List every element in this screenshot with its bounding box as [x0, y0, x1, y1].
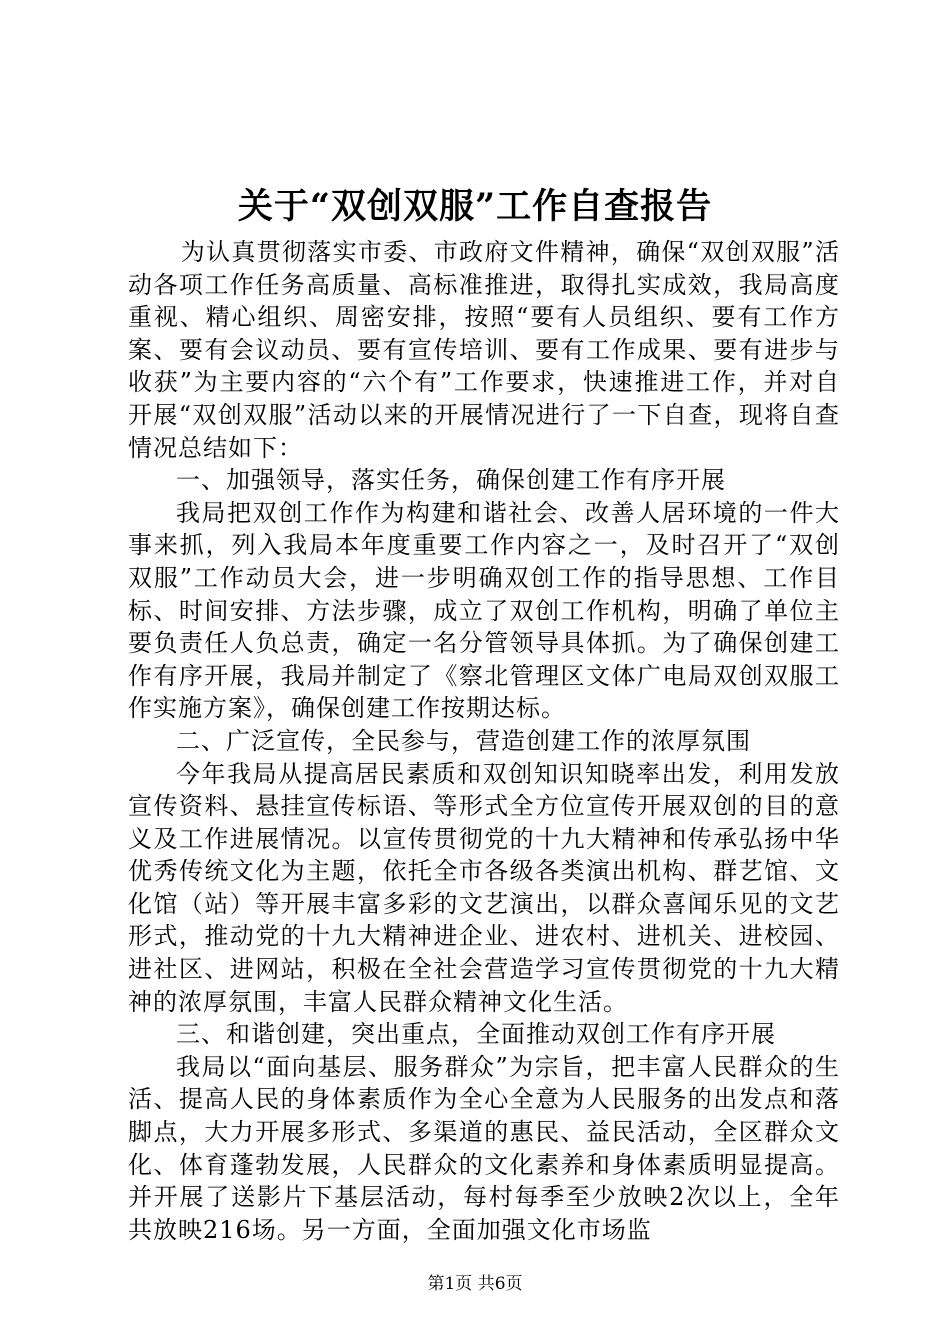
section-2-paragraph: 今年我局从提高居民素质和双创知识知晓率出发，利用发放宣传资料、悬挂宣传标语、等形式全方位宣传开展双创的目的意义及工作进展情况。以宣传贯彻党的十九大精神和传承弘扬中华优秀传统文化为主题，依托全市各级各类演出机构、群艺馆、文化馆（站）等开展丰富多彩的文艺演出，以群众喜闻乐见的文艺形式，推动党的十九大精神进企业、进农村、进机关、进校园、进社区、进网站，积极在全社会营造学习宣传贯彻党的十九大精神的浓厚氛围，丰富人民群众精神文化生活。: [128, 759, 840, 1016]
intro-paragraph: 为认真贯彻落实市委、市政府文件精神，确保“双创双服”活动各项工作任务高质量、高标准推进，取得扎实成效，我局高度重视、精心组织、周密安排，按照“要有人员组织、要有工作方案、要有会议动员、要有宣传培训、要有工作成果、要有进步与收获”为主要内容的“六个有”工作要求，快速推进工作，并对自开展“双创双服”活动以来的开展情况进行了一下自查，现将自查情况总结如下：: [128, 238, 840, 462]
section-heading-3: 三、和谐创建，突出重点，全面推动双创工作有序开展: [176, 1020, 776, 1049]
section-1-paragraph: 我局把双创工作作为构建和谐社会、改善人居环境的一件大事来抓，列入我局本年度重要工作内容之一，及时召开了“双创双服”工作动员大会，进一步明确双创工作的指导思想、工作目标、时间安排、方法步骤，成立了双创工作机构，明确了单位主要负责任人负总责，确定一名分管领导具体抓。为了确保创建工作有序开展，我局并制定了《察北管理区文体广电局双创双服工作实施方案》，确保创建工作按期达标。: [128, 498, 840, 723]
page-number-footer: 第1页 共6页: [427, 1274, 523, 1294]
section-heading-1: 一、加强领导，落实任务，确保创建工作有序开展: [176, 466, 726, 495]
document-title: 关于“双创双服”工作自查报告: [237, 186, 713, 227]
document-body: [128, 236, 840, 1246]
section-3-paragraph: 我局以“面向基层、服务群众”为宗旨，把丰富人民群众的生活、提高人民的身体素质作为全心全意为人民服务的出发点和落脚点，大力开展多形式、多渠道的惠民、益民活动，全区群众文化、体育蓬勃发展，人民群众的文化素养和身体素质明显提高。并开展了送影片下基层活动，每村每季至少放映2次以上，全年共放映216场。另一方面，全面加强文化市场监: [128, 1052, 840, 1244]
section-heading-2: 二、广泛宣传，全民参与，营造创建工作的浓厚氛围: [176, 726, 751, 755]
